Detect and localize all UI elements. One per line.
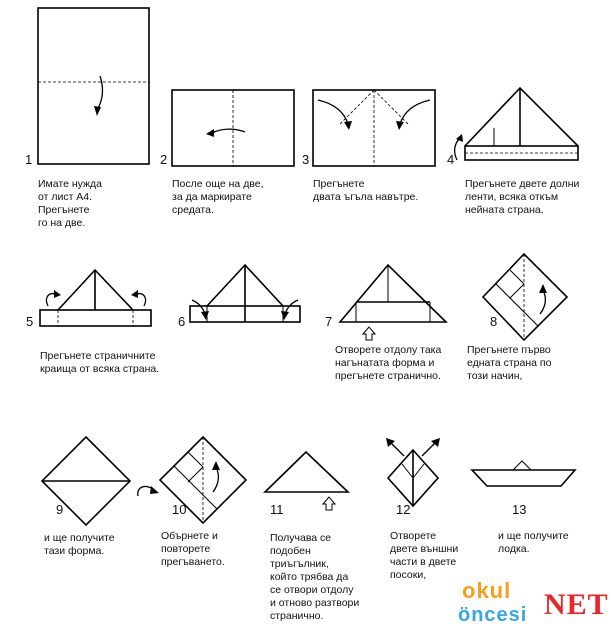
step-4-shape (455, 88, 578, 160)
step-13-boat (472, 461, 575, 486)
step-4-caption: Прегънете двете долни ленти, всяка откъм нейната страна. (465, 178, 580, 216)
step-1-sheet (38, 8, 149, 164)
step-10-shape (138, 437, 246, 523)
logo-word-öncesi: öncesi (458, 604, 528, 626)
step-12-caption: Отворете двете външни части в двете посоки, (390, 530, 459, 581)
step-1-number: 1 (25, 152, 33, 167)
step-10-number: 10 (172, 502, 187, 517)
step-10-caption: Обърнете и повторете прегъването. (161, 530, 225, 568)
step-12-number: 12 (396, 502, 411, 517)
step-5-shape (40, 270, 151, 326)
okulöncesi-net-logo (458, 574, 608, 634)
logo-word-net: NET (544, 588, 609, 621)
step-1-caption: Имате нужда от лист А4. Прегънете го на две. (38, 178, 102, 229)
step-13-caption: и ще получите лодка. (498, 530, 569, 555)
step-4-number: 4 (447, 152, 455, 167)
step-9-number: 9 (56, 502, 64, 517)
step-3-caption: Прегънете двата ъгъла навътре. (313, 178, 419, 203)
step-6-number: 6 (178, 314, 186, 329)
step-12-shape (386, 438, 440, 506)
step-7-shape (340, 265, 446, 340)
step-7-caption: Отворете отдолу така нагънатата форма и прегънете странично. (335, 344, 442, 382)
step-2-sheet (172, 90, 294, 166)
step-8-caption: Прегънете първо едната страна по този начин, (467, 344, 552, 382)
step-5-number: 5 (26, 314, 34, 329)
step-8-number: 8 (490, 314, 498, 329)
step-11-caption: Получава се подобен триъгълник, който трябва да се отвори отдолу и отново разтвори странично. (270, 532, 360, 622)
logo-word-okul: okul (462, 578, 512, 603)
step-3-sheet (313, 90, 435, 166)
step-2-number: 2 (160, 152, 168, 167)
step-7-number: 7 (325, 314, 333, 329)
step-5-caption: Прегънете страничните краища от всяка страна. (40, 350, 160, 375)
step-2-caption: После още на две, за да маркирате средата. (172, 178, 264, 216)
step-3-number: 3 (302, 152, 310, 167)
step-9-caption: и ще получите тази форма. (44, 532, 115, 557)
step-6-shape (190, 265, 300, 322)
step-11-number: 11 (270, 502, 284, 517)
step-13-number: 13 (512, 502, 527, 517)
